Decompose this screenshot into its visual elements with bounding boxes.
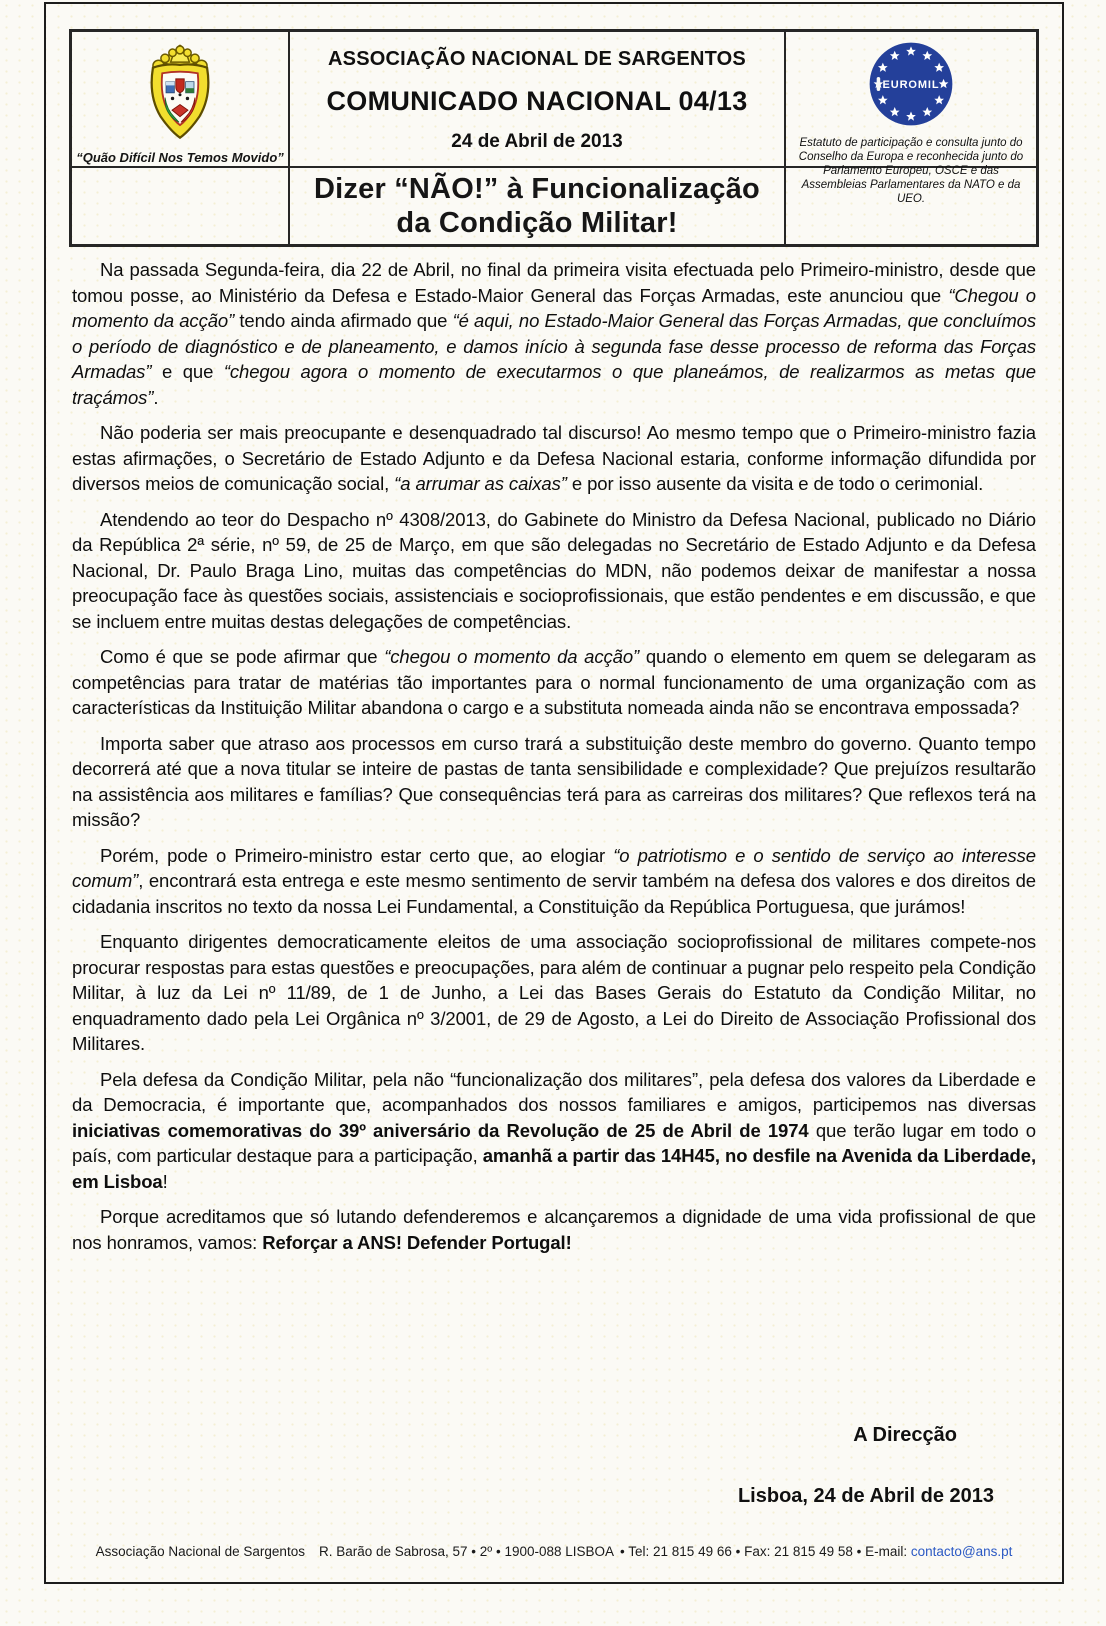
header-cell-empty-left [72, 168, 290, 244]
doc-title-line2: da Condição Militar! [396, 207, 678, 239]
text-run: e que [151, 361, 224, 382]
text-run: , encontrará esta entrega e este mesmo sentimento de servir também na defesa dos valores e dos direitos de cidadania inscritos no texto da nossa Lei Fundamental, a Constituição da República Portuguesa, que jurámos! [72, 870, 1036, 917]
text-run: quando o elemento em quem se delegaram as competências para tratar de matérias tão importantes para o normal funcionamento de uma organização com as características da Instituição Militar abandona o cargo e a substituta nomeada ainda não se encontrava empossada? [72, 646, 1036, 718]
body-paragraph [72, 257, 1036, 410]
header-cell-crest [72, 32, 290, 168]
body-paragraph [72, 507, 1036, 635]
document-body [72, 257, 1036, 1265]
header-cell-titles [290, 32, 786, 168]
header-cell-euromil [786, 32, 1036, 205]
text-run: iniciativas comemorativas do 39º aniversário da Revolução de 25 de Abril de 1974 [72, 1119, 809, 1141]
body-paragraph [72, 929, 1036, 1057]
text-run: amanhã a partir das 14H45, no desfile na Avenida da Liberdade, em Lisboa [72, 1145, 1036, 1192]
body-paragraph [72, 731, 1036, 833]
footer-contacts: • Tel: 21 815 49 66 • Fax: 21 815 49 58 • E-mail: [620, 1544, 908, 1559]
bulletin-title: COMUNICADO NACIONAL 04/13 [326, 86, 748, 116]
text-run: Reforçar a ANS! Defender Portugal! [262, 1231, 572, 1253]
header-table [69, 29, 1039, 247]
text-run: “chegou o momento da acção” [384, 646, 640, 667]
ans-crest-icon [124, 39, 236, 148]
text-run: Não poderia ser mais preocupante e desenquadrado tal discurso! Ao mesmo tempo que o Primeiro-ministro fazia estas afirmações, o Secretário de Estado Adjunto e da Defesa Nacional estaria, conforme informação difundida por diversos meios de comunicação social, [72, 422, 1036, 494]
text-run: tendo ainda afirmado que [234, 310, 453, 331]
text-run: “o patriotismo e o sentido de serviço ao interesse comum” [72, 844, 1036, 891]
body-paragraph [72, 1067, 1036, 1195]
text-run: . [153, 386, 159, 408]
text-run: “a arrumar as caixas” [394, 473, 567, 494]
body-paragraph [72, 644, 1036, 721]
footer [72, 1544, 1036, 1559]
text-run: Como é que se pode afirmar que [100, 646, 385, 667]
bulletin-date: 24 de Abril de 2013 [451, 131, 623, 152]
svg-text:EUROMIL: EUROMIL [882, 78, 940, 91]
body-paragraph [72, 420, 1036, 497]
header-cell-empty-right [786, 168, 1036, 244]
signature-place-date: Lisboa, 24 de Abril de 2013 [737, 1485, 994, 1507]
text-run: Importa saber que atraso aos processos em curso trará a substituição deste membro do governo. Quanto tempo decorrerá até que a nova titular se inteire de pastas de tanta sensibilidade e complexidade? Que prejuízos resultarão na assistência aos militares e famílias? Que consequências terá para as carreiras dos militares? Que reflexos terá na missão? [72, 732, 1036, 830]
text-run: Na passada Segunda-feira, dia 22 de Abril, no final da primeira visita efectuada pelo Primeiro-ministro, desde que tomou posse, ao Ministério da Defesa e Estado-Maior General das Forças Armadas, este anunciou que [72, 259, 1036, 306]
text-run: que terão lugar em todo o país, com particular destaque para a participação, [72, 1119, 1036, 1166]
text-run: e por isso ausente da visita e de todo o cerimonial. [566, 473, 984, 494]
footer-org: Associação Nacional de Sargentos [95, 1544, 305, 1559]
footer-address: R. Barão de Sabrosa, 57 • 2º • 1900-088 LISBOA [318, 1544, 615, 1559]
text-run: “chegou agora o momento de executarmos o que planeámos, de realizarmos as metas que traçámos” [72, 361, 1036, 408]
footer-email-link[interactable]: contacto@ans.pt [910, 1544, 1013, 1559]
page-border [44, 2, 1064, 1584]
text-run: Atendendo ao teor do Despacho nº 4308/2013, do Gabinete do Ministro da Defesa Nacional, publicado no Diário da República 2ª série, nº 59, de 25 de Março, em que são delegadas no Secretário de Estado Adjunto e da Defesa Nacional, Dr. Paulo Braga Lino, muitas das competências do MDN, não podemos deixar de manifestar a nossa preocupação face às questões sociais, assistenciais e socioprofissionais, que estão pendentes e em discussão, e que se incluem entre muitas destas delegações de competências. [72, 508, 1036, 632]
text-run: Pela defesa da Condição Militar, pela não “funcionalização dos militares”, pela defesa dos valores da Liberdade e da Democracia, é importante que, acompanhados dos nossos familiares e amigos, participemos nas diversas [72, 1068, 1036, 1115]
text-run: Enquanto dirigentes democraticamente eleitos de uma associação socioprofissional de militares compete-nos procurar respostas para estas questões e preocupações, para além de continuar a pugnar pelo respeito pela Condição Militar, à luz da Lei nº 11/89, de 1 de Junho, a Lei das Bases Gerais do Estatuto da Condição Militar, no enquadramento dado pela Lei Orgânica nº 3/2001, de 29 de Agosto, a Lei do Direito de Associação Profissional dos Militares. [72, 931, 1036, 1054]
header-cell-doc-title [290, 168, 786, 244]
crest-motto: “Quão Difícil Nos Temos Movido” [76, 150, 284, 165]
text-run: Porém, pode o Primeiro-ministro estar certo que, ao elogiar [100, 844, 614, 866]
doc-title-line1: Dizer “NÃO!” à Funcionalização [314, 173, 760, 205]
body-paragraph [72, 843, 1036, 920]
text-run: Porque acreditamos que só lutando defenderemos e alcançaremos a dignidade de uma vida profissional de que nos honramos, vamos: [72, 1206, 1036, 1253]
body-paragraph [72, 1204, 1036, 1255]
text-run: “Chegou o momento da acção” [72, 284, 1036, 331]
text-run: “é aqui, no Estado-Maior General das Forças Armadas, que concluímos o período de diagnóstico e de planeamento, e damos início à segunda fase desse processo de reforma das Forças Armadas” [72, 310, 1036, 382]
text-run: ! [162, 1170, 168, 1192]
org-name: ASSOCIAÇÃO NACIONAL DE SARGENTOS [328, 48, 746, 70]
signature-byline: A Direcção [853, 1424, 957, 1446]
euromil-logo-icon [867, 40, 955, 133]
euromil-caption: Estatuto de participação e consulta junto do Conselho da Europa e reconhecida junto do Parlamento Europeu, OSCE e das Assembleias Parlamentares da NATO e da UEO. [798, 137, 1024, 205]
